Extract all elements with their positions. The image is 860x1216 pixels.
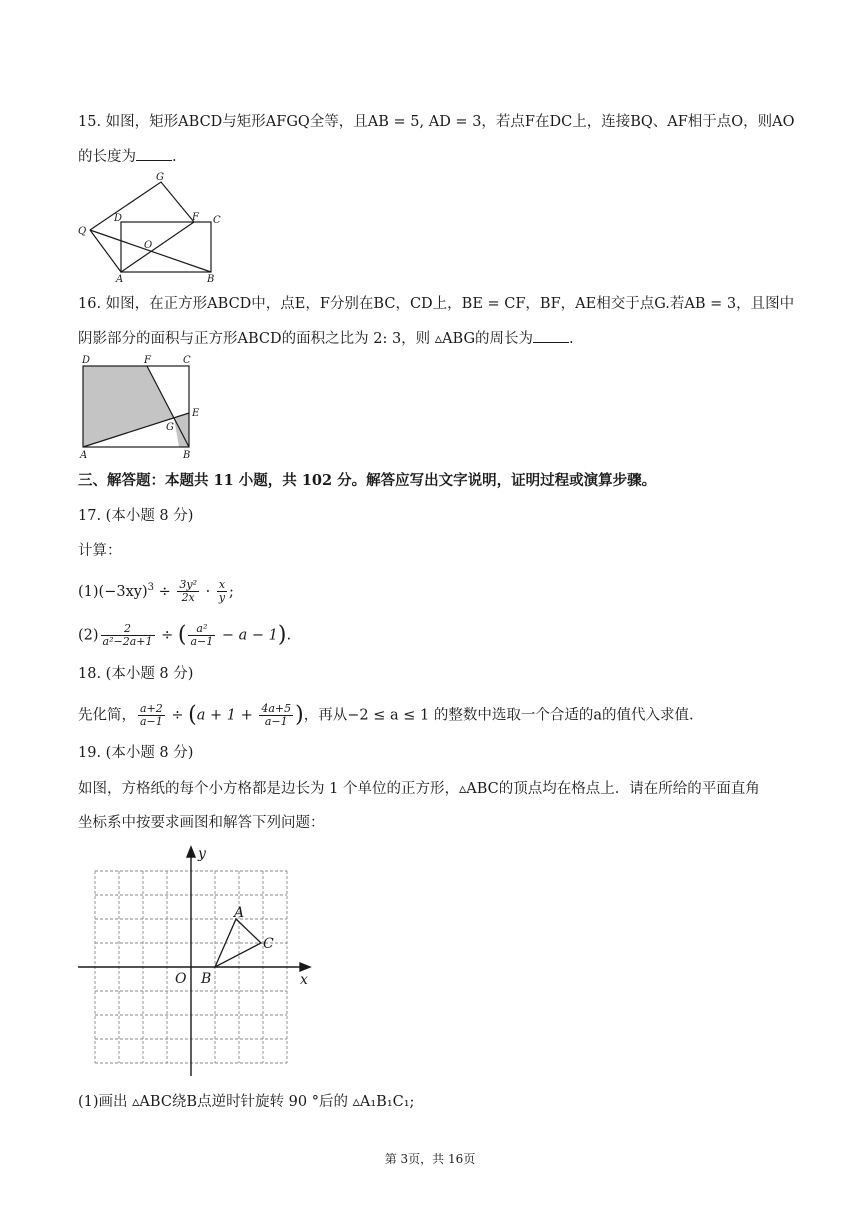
label-d: D [82,355,91,366]
label-f: F [144,355,151,366]
q19-sub1: (1)画出 ▵ABC绕B点逆时针旋转 90 °后的 ▵A₁B₁C₁; [78,1094,415,1110]
q16-suffix: . [569,331,574,347]
fraction [101,623,155,648]
fraction [177,579,199,604]
label-c: C [263,936,274,952]
label-c: C [213,215,221,226]
q19-title: 19. (本小题 8 分) [78,745,194,761]
expression-rest: − a − 1 [217,627,278,644]
q16-figure [76,352,216,460]
q15-suffix: . [172,149,177,165]
q15-prefix: 的长度为 [78,149,136,165]
divide-sign: ÷ [153,583,176,600]
label-c: C [183,355,191,366]
section-heading: 三、解答题：本题共 11 小题，共 102 分。解答应写出文字说明，证明过程或演算步骤。 [78,472,657,489]
q17-part1 [78,578,800,604]
label-y: y [198,846,206,862]
label-g: G [166,422,174,433]
rectangle-abcd [121,222,211,272]
numerator: a² [188,623,215,636]
q15-text-line2 [78,146,800,167]
x-axis-arrow [300,963,310,971]
dot-sign: · [200,583,215,600]
numerator: a+2 [140,702,163,715]
label-a: A [234,905,245,921]
denominator: a−1 [190,635,214,648]
divide-sign: ÷ [166,707,189,724]
q16-text-line1: 16. 如图，在正方形ABCD中，点E，F分别在BC，CD上，BE = CF，BF，AE相交于点G.若AB = 3，且图中 [78,296,795,312]
q15-figure [76,168,236,286]
label-d: D [114,213,123,224]
q16-text-line2 [78,328,800,349]
denominator: a−1 [264,715,288,728]
q17-p2-label: (2) [78,627,99,644]
fraction [259,703,293,728]
expression-inner: a + 1 + [196,707,258,724]
q17-title: 17. (本小题 8 分) [78,508,194,524]
numerator: x [218,578,226,592]
label-f: F [192,212,199,223]
rectangle-afgq [90,182,194,272]
y-axis-arrow [187,847,195,857]
period: . [286,627,292,644]
q19-text-line1: 如图，方格纸的每个小方格都是边长为 1 个单位的正方形，▵ABC的顶点均在格点上．请在所给的平面直角 [78,781,760,797]
q18-lead: 先化简， [78,707,136,724]
q17-part2: (2) $\frac{2}{\text{a²−2a+1}}$ ÷ ( $\frac{\text{a²}}{a-1}$ − a − 1). [78,622,292,648]
denominator: a²−2a+1 [102,635,153,648]
answer-blank [533,328,569,343]
denominator: a−1 [140,715,163,728]
q19-coordinate-grid [74,842,324,1082]
label-b: B [183,450,191,460]
q17-p1-exp: 3 [147,582,154,593]
numerator: 4a+5 [261,702,292,715]
label-o: O [144,240,153,251]
numerator: 2 [101,623,155,636]
shaded-region-1 [83,366,174,447]
label-b: B [207,274,215,285]
label-x: x [300,972,308,988]
denominator: y [218,591,226,605]
page-footer: 第 3页，共 16页 [384,1152,476,1166]
answer-blank [136,146,172,161]
q18-title: 18. (本小题 8 分) [78,666,194,682]
fraction [188,623,215,648]
label-a: A [80,450,88,460]
segment-bq [90,230,211,272]
q18-body: 先化简， $\frac{a+2}{a-1}$ ÷ (a + 1 + $\frac{4a+5}{a-1}$ )，再从−2 ≤ a ≤ 1 的整数中选取一个合适的a的值代入求值. [78,702,694,728]
numerator: 3y² [179,578,197,592]
label-q: Q [78,226,87,237]
label-b: B [201,971,212,987]
label-a: A [116,274,124,285]
q17-intro: 计算： [78,543,122,559]
denominator: 2x [181,591,195,605]
fraction [138,703,165,728]
divide-sign: ÷ [156,627,178,644]
label-g: G [156,172,164,183]
semicolon: ; [229,583,234,600]
q16-prefix: 阴影部分的面积与正方形ABCD的面积之比为 2: 3，则 ▵ABG的周长为 [78,331,534,347]
q18-tail: ，再从−2 ≤ a ≤ 1 的整数中选取一个合适的a的值代入求值. [303,707,694,724]
fraction [217,579,227,604]
label-e: E [192,408,200,419]
q19-text-line2: 坐标系中按要求画图和解答下列问题： [78,815,325,831]
label-origin: O [175,971,187,987]
q15-text-line1: 15. 如图，矩形ABCD与矩形AFGQ全等，且AB = 5, AD = 3，若点F在DC上，连接BQ、AF相于点O，则AO [78,114,795,130]
q17-p1-base: (1)(−3xy) [78,583,148,600]
